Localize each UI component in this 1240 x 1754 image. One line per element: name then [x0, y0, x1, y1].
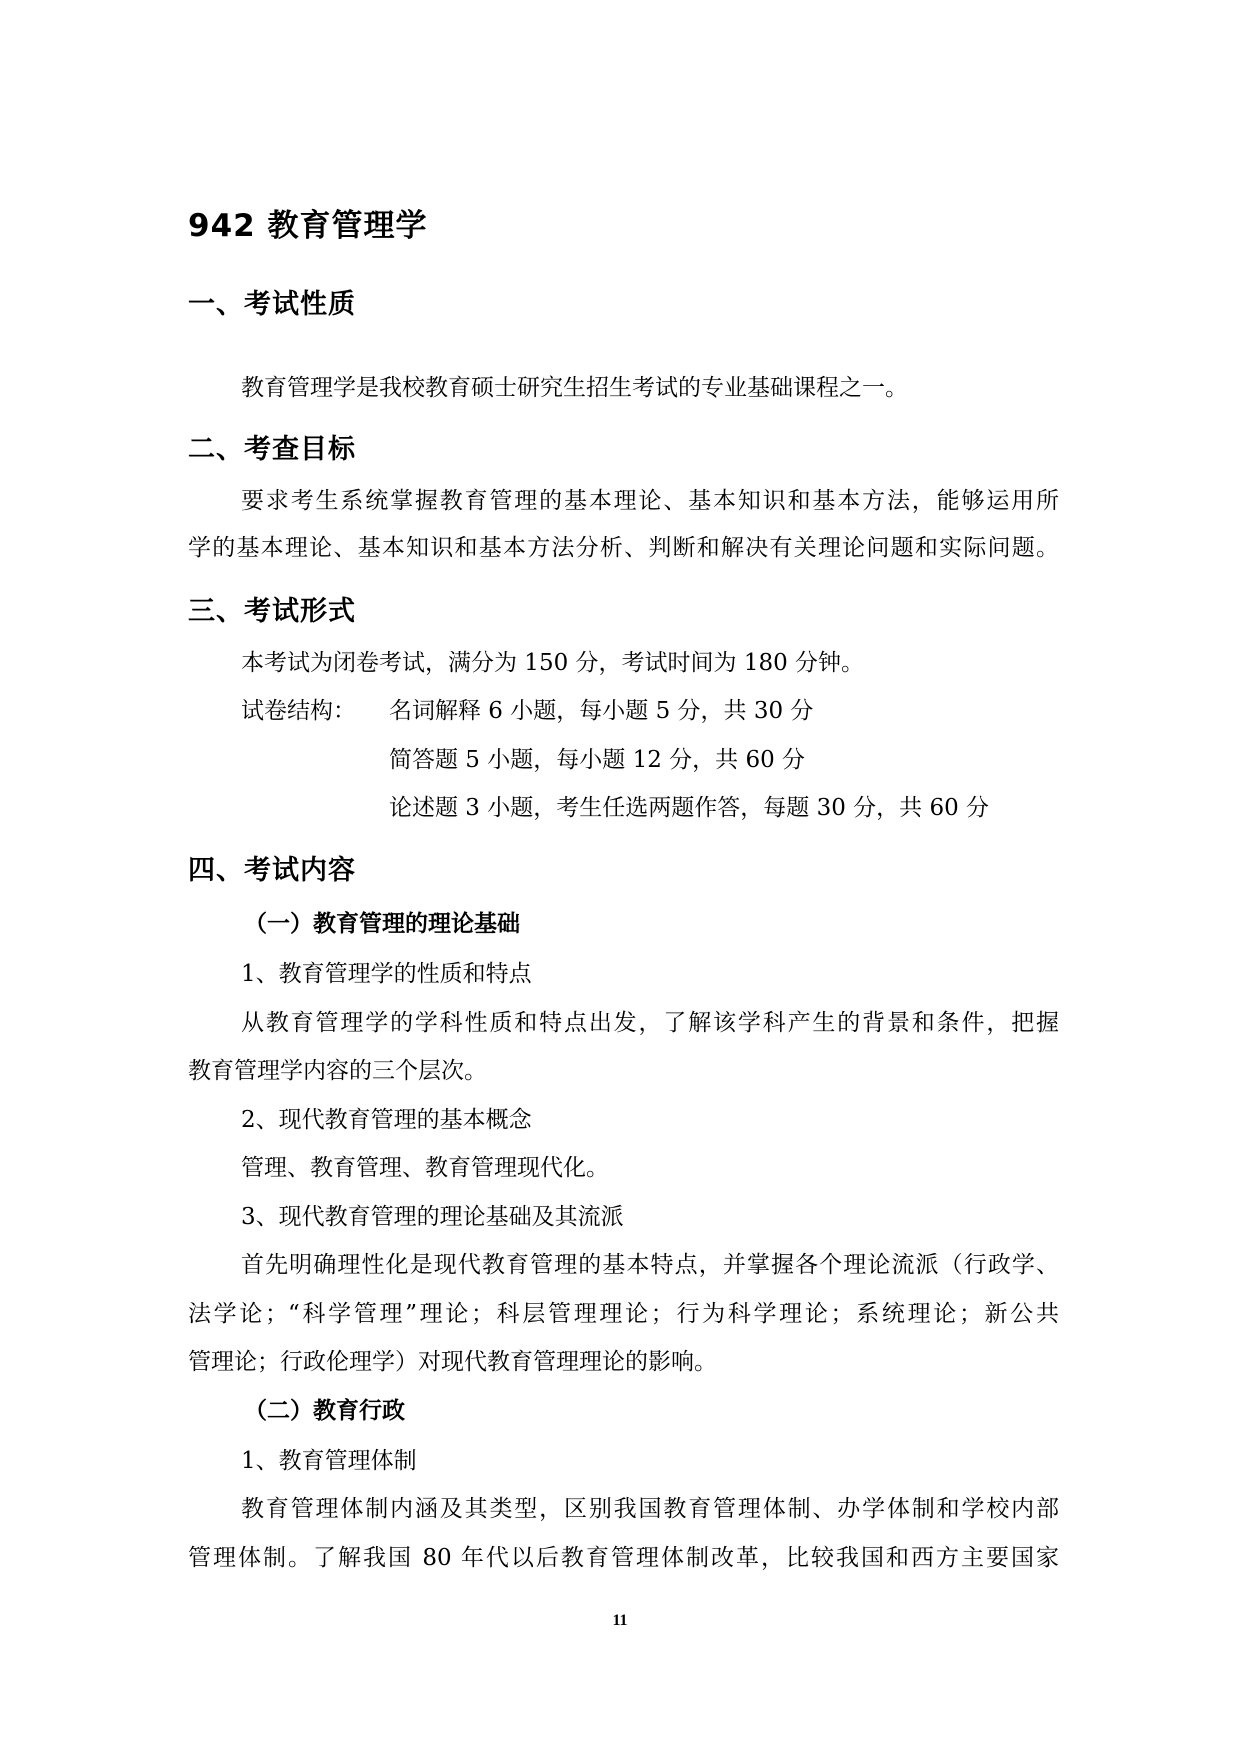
paragraph-line: 从教育管理学的学科性质和特点出发，了解该学科产生的背景和条件，把握 [241, 1010, 1059, 1036]
paper-structure-label: 试卷结构： [241, 698, 356, 724]
document-title: 942 教育管理学 [188, 208, 428, 244]
paragraph-line: 首先明确理性化是现代教育管理的基本特点，并掌握各个理论流派（行政学、 [241, 1252, 1059, 1278]
paragraph-line: 学的基本理论、基本知识和基本方法分析、判断和解决有关理论问题和实际问题。 [188, 535, 1059, 561]
paragraph-line: 管理论；行政伦理学）对现代教育管理理论的影响。 [188, 1349, 717, 1375]
paragraph: 本考试为闭卷考试，满分为 150 分，考试时间为 180 分钟。 [241, 650, 865, 676]
item-title: 1、教育管理体制 [241, 1448, 417, 1474]
paragraph-line: 管理体制。了解我国 80 年代以后教育管理体制改革，比较我国和西方主要国家 [188, 1545, 1059, 1571]
page-number: 11 [612, 1612, 628, 1629]
paper-structure-item: 论述题 3 小题，考生任选两题作答，每题 30 分，共 60 分 [389, 795, 990, 821]
section-heading-exam-content: 四、考试内容 [188, 855, 356, 886]
paper-structure-item: 简答题 5 小题，每小题 12 分，共 60 分 [389, 747, 806, 773]
paragraph-line: 要求考生系统掌握教育管理的基本理论、基本知识和基本方法，能够运用所 [241, 488, 1059, 514]
item-title: 3、现代教育管理的理论基础及其流派 [241, 1204, 624, 1230]
paper-structure-item: 名词解释 6 小题，每小题 5 分，共 30 分 [389, 698, 814, 724]
paragraph-line: 法学论；“科学管理”理论；科层管理理论；行为科学理论；系统理论；新公共 [188, 1301, 1059, 1327]
paragraph: 教育管理学是我校教育硕士研究生招生考试的专业基础课程之一。 [241, 375, 908, 401]
paragraph-line: 教育管理体制内涵及其类型，区别我国教育管理体制、办学体制和学校内部 [241, 1496, 1059, 1522]
paragraph-line: 教育管理学内容的三个层次。 [188, 1058, 487, 1084]
section-heading-exam-objectives: 二、考查目标 [188, 434, 356, 465]
item-title: 1、教育管理学的性质和特点 [241, 961, 532, 987]
subsection-heading: （一）教育管理的理论基础 [244, 911, 520, 937]
item-title: 2、现代教育管理的基本概念 [241, 1107, 532, 1133]
subsection-heading: （二）教育行政 [244, 1398, 405, 1424]
section-heading-exam-format: 三、考试形式 [188, 596, 356, 627]
paragraph-line: 管理、教育管理、教育管理现代化。 [241, 1155, 609, 1181]
section-heading-exam-nature: 一、考试性质 [188, 289, 356, 320]
